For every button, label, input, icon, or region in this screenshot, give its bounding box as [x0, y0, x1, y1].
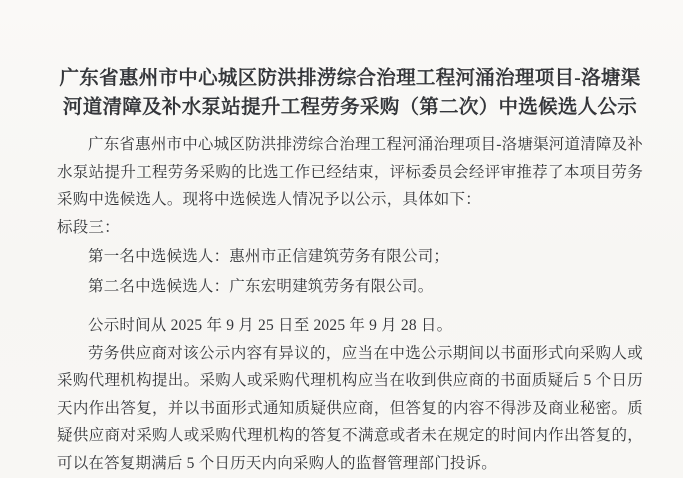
section-label: 标段三：: [57, 218, 120, 236]
second-candidate-line: 第二名中选候选人：广东宏明建筑劳务有限公司。: [88, 277, 434, 295]
document-title: 广东省惠州市中心城区防洪排涝综合治理工程河涌治理项目-洛塘渠河道清障及补水泵站提升工程劳务采购（第二次）中选候选人公示: [59, 68, 641, 118]
intro-paragraph: 广东省惠州市中心城区防洪排涝综合治理工程河涌治理项目-洛塘渠河道清障及补水泵站提升工程劳务采购的比选工作已经结束，评标委员会经评审推荐了本项目劳务采购中选候选人。现将中选候选人情况予以公示，具体如下：: [57, 136, 643, 208]
publicity-period-line: 公示时间从 2025 年 9 月 25 日至 2025 年 9 月 28 日。: [88, 317, 453, 334]
objection-clause-paragraph: 劳务供应商对该公示内容有异议的，应当在中选公示期间以书面形式向采购人或采购代理机构提出。采购人或采购代理机构应当在收到供应商的书面质疑后 5 个日历天内作出答复，并以书面形式通知质疑供应商，但答复的内容不得涉及商业秘密。质疑供应商对采购人或采购代理机构的答复不满意或者未在规定的时间内作出答复的，可以在答复期满后 5 个日历天内向采购人的监督管理部门投诉。: [57, 344, 643, 472]
first-candidate-line: 第一名中选候选人：惠州市正信建筑劳务有限公司；: [88, 248, 450, 265]
